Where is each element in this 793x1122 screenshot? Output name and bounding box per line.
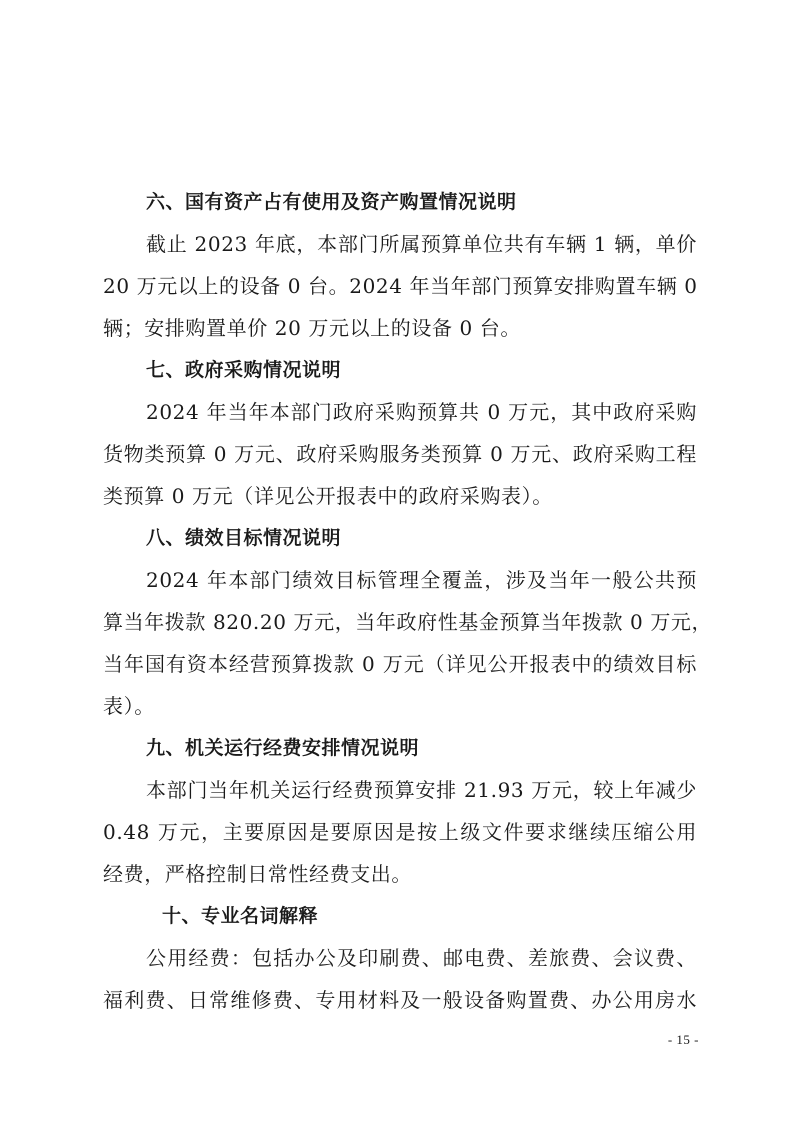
paragraph-line: 2024 年当年本部门政府采购预算共 0 万元，其中政府采购	[146, 400, 697, 424]
paragraph-line: 当年国有资本经营预算拨款 0 万元（详见公开报表中的绩效目标	[103, 652, 697, 676]
paragraph-line: 表）。	[103, 694, 155, 718]
paragraph-line: 2024 年本部门绩效目标管理全覆盖，涉及当年一般公共预	[146, 568, 697, 592]
section-heading-glossary: 十、专业名词解释	[162, 905, 319, 927]
paragraph-line: 20 万元以上的设备 0 台。2024 年当年部门预算安排购置车辆 0	[103, 274, 698, 298]
section-heading-performance: 八、绩效目标情况说明	[146, 527, 342, 549]
paragraph-line: 辆；安排购置单价 20 万元以上的设备 0 台。	[103, 316, 522, 340]
paragraph-line: 福利费、日常维修费、专用材料及一般设备购置费、办公用房水	[103, 988, 697, 1012]
paragraph-line: 截止 2023 年底，本部门所属预算单位共有车辆 1 辆，单价	[146, 232, 697, 256]
paragraph-line: 货物类预算 0 万元、政府采购服务类预算 0 万元、政府采购工程	[103, 442, 697, 466]
page-number: - 15 -	[667, 1032, 699, 1047]
paragraph-line: 类预算 0 万元（详见公开报表中的政府采购表）。	[103, 484, 553, 508]
paragraph-line: 经费，严格控制日常性经费支出。	[103, 862, 412, 886]
paragraph-line: 算当年拨款 820.20 万元，当年政府性基金预算当年拨款 0 万元，	[103, 610, 713, 634]
section-heading-assets: 六、国有资产占有使用及资产购置情况说明	[146, 191, 517, 213]
section-heading-operating-costs: 九、机关运行经费安排情况说明	[146, 737, 420, 759]
section-heading-procurement: 七、政府采购情况说明	[146, 359, 342, 381]
paragraph-line: 本部门当年机关运行经费预算安排 21.93 万元，较上年减少	[146, 778, 697, 802]
paragraph-line: 公用经费：包括办公及印刷费、邮电费、差旅费、会议费、	[146, 946, 697, 970]
paragraph-line: 0.48 万元，主要原因是要原因是按上级文件要求继续压缩公用	[103, 820, 697, 844]
